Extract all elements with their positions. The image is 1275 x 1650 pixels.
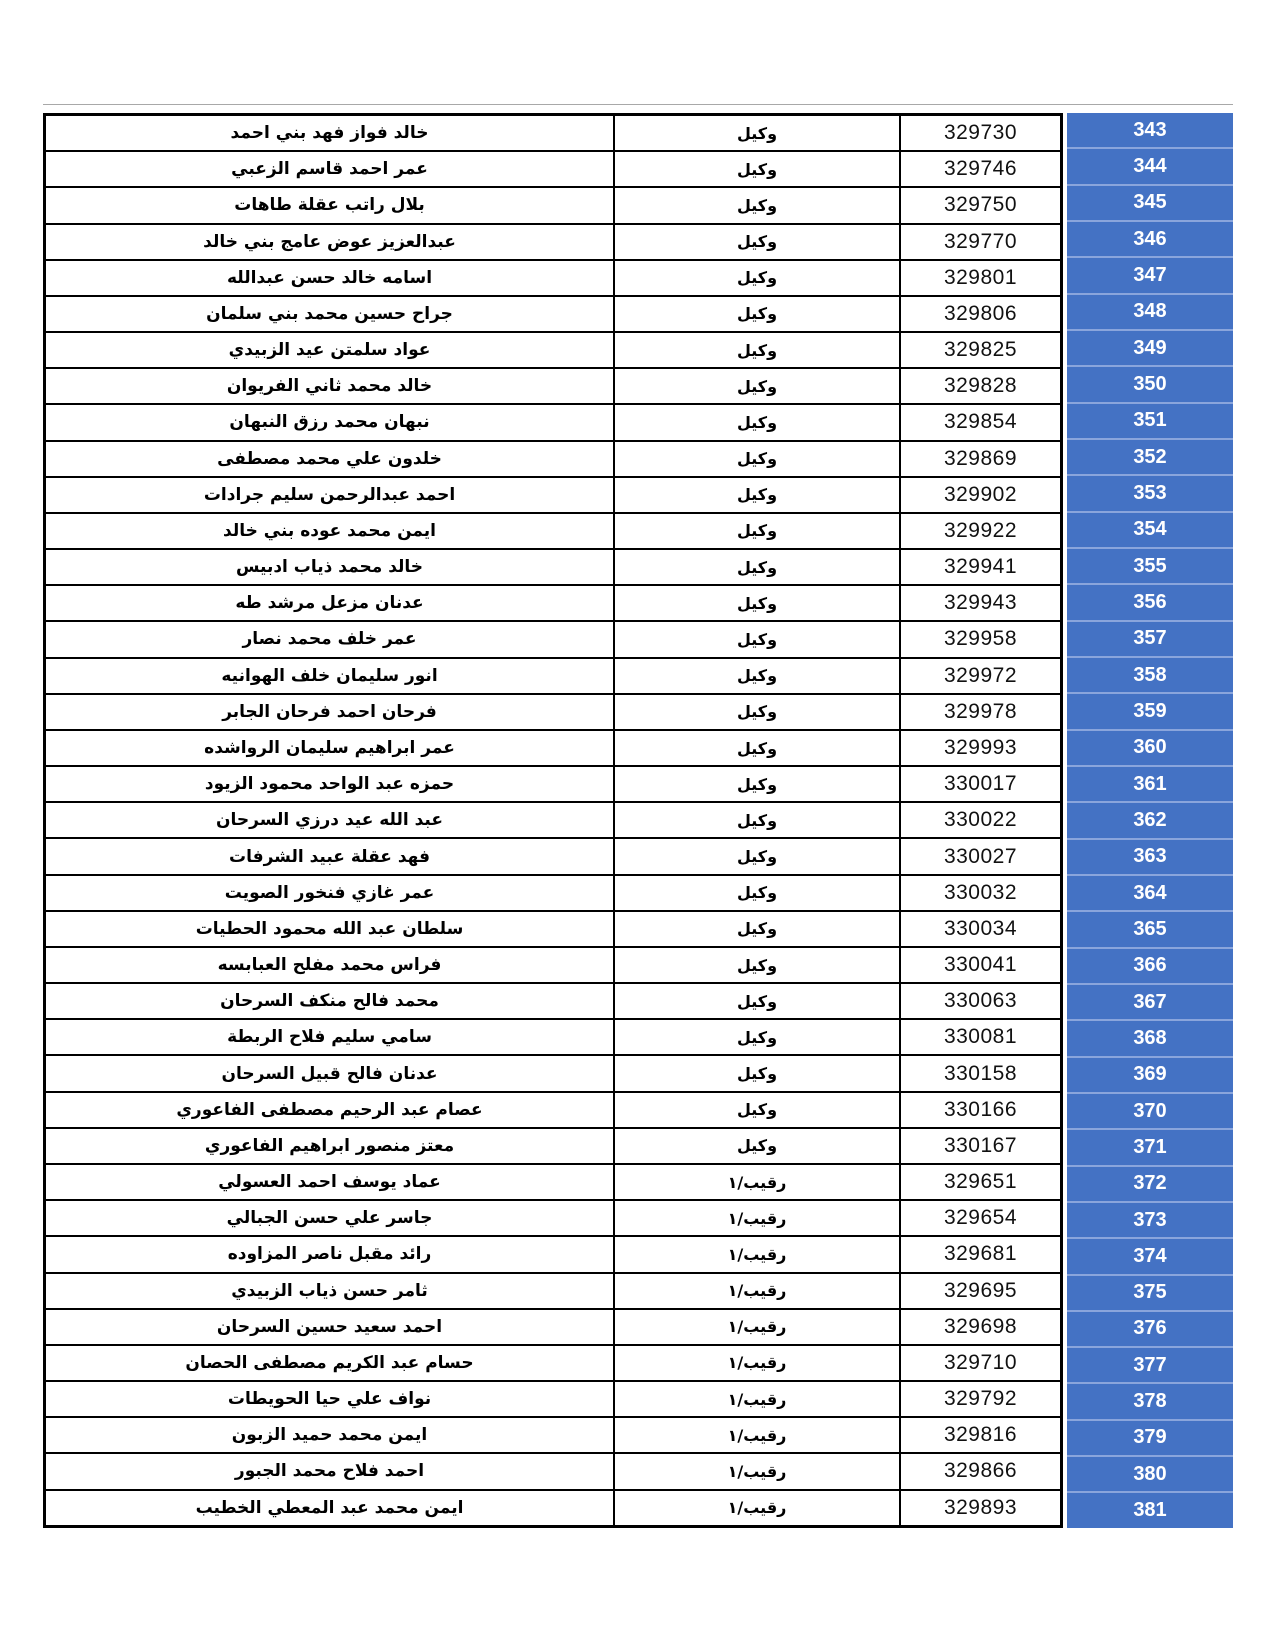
- table-row: [46, 1165, 1060, 1201]
- service-number-cell: 329750: [943, 193, 1018, 217]
- rank-cell: وكيل: [613, 478, 901, 512]
- service-number-cell: 330158: [943, 1061, 1018, 1085]
- table-row: [46, 405, 1060, 441]
- service-number-cell: 329978: [943, 699, 1018, 723]
- table-row: [46, 514, 1060, 550]
- service-number-cell: 329902: [943, 482, 1018, 506]
- table-top-rule: [43, 104, 1233, 105]
- sequence-number-cell: 345: [1067, 186, 1233, 222]
- rank-cell: رقيب/١: [613, 1418, 901, 1452]
- rank-cell: رقيب/١: [613, 1346, 901, 1380]
- member-name-cell: ايمن محمد حميد الزبون: [231, 1425, 428, 1446]
- table-row: [46, 948, 1060, 984]
- member-name-cell: ايمن محمد عوده بني خالد: [223, 520, 436, 541]
- rank-cell: وكيل: [613, 984, 901, 1018]
- member-name-cell: سلطان عبد الله محمود الحطيات: [195, 918, 464, 939]
- rank-cell: وكيل: [613, 731, 901, 765]
- table-row: [46, 1093, 1060, 1129]
- member-name-cell: عبد الله عيد درزي السرحان: [216, 810, 443, 831]
- sequence-number-cell: 375: [1067, 1276, 1233, 1312]
- sequence-number-cell: 369: [1067, 1058, 1233, 1094]
- service-number-cell: 330032: [943, 880, 1018, 904]
- member-name-cell: ايمن محمد عبد المعطي الخطيب: [195, 1497, 464, 1518]
- service-number-cell: 329698: [943, 1314, 1018, 1338]
- table-row: [46, 1201, 1060, 1237]
- table-row: [46, 261, 1060, 297]
- member-name-cell: اسامه خالد حسن عبدالله: [226, 267, 433, 288]
- table-row: [46, 1020, 1060, 1056]
- table-row: [46, 550, 1060, 586]
- sequence-number-cell: 376: [1067, 1312, 1233, 1348]
- member-name-cell: خالد محمد ثاني الفريوان: [226, 376, 433, 397]
- rank-cell: وكيل: [613, 225, 901, 259]
- service-number-cell: 330166: [943, 1097, 1018, 1121]
- sequence-number-cell: 362: [1067, 803, 1233, 839]
- rank-cell: وكيل: [613, 622, 901, 656]
- sequence-number-cell: 360: [1067, 731, 1233, 767]
- table-row: [46, 731, 1060, 767]
- sequence-number-cell: 348: [1067, 295, 1233, 331]
- member-name-cell: عواد سلمتن عيد الزبيدي: [228, 340, 431, 361]
- rank-cell: وكيل: [613, 405, 901, 439]
- member-name-cell: عدنان فالح قبيل السرحان: [221, 1063, 438, 1084]
- rank-cell: وكيل: [613, 550, 901, 584]
- table-row: [46, 1056, 1060, 1092]
- member-name-cell: احمد عبدالرحمن سليم جرادات: [203, 484, 456, 505]
- sequence-number-column: [1067, 113, 1233, 1528]
- table-row: [46, 333, 1060, 369]
- table-row: [46, 152, 1060, 188]
- sequence-number-cell: 356: [1067, 585, 1233, 621]
- rank-cell: وكيل: [613, 1056, 901, 1090]
- member-name-cell: رائد مقبل ناصر المزاوده: [227, 1244, 432, 1265]
- rank-cell: وكيل: [613, 333, 901, 367]
- table-row: [46, 876, 1060, 912]
- rank-cell: رقيب/١: [613, 1201, 901, 1235]
- sequence-number-cell: 358: [1067, 658, 1233, 694]
- member-name-cell: نبهان محمد رزق النبهان: [229, 412, 430, 433]
- rank-cell: وكيل: [613, 188, 901, 222]
- rank-cell: وكيل: [613, 369, 901, 403]
- member-name-cell: فهد عقلة عبيد الشرفات: [228, 846, 431, 867]
- sequence-number-cell: 354: [1067, 513, 1233, 549]
- sequence-number-cell: 363: [1067, 840, 1233, 876]
- rank-cell: رقيب/١: [613, 1237, 901, 1271]
- table-row: [46, 1346, 1060, 1382]
- sequence-number-cell: 359: [1067, 694, 1233, 730]
- service-number-cell: 329654: [943, 1206, 1018, 1230]
- personnel-roster-table: [43, 113, 1063, 1528]
- rank-cell: وكيل: [613, 1020, 901, 1054]
- sequence-number-cell: 347: [1067, 258, 1233, 294]
- member-name-cell: جاسر علي حسن الجبالي: [226, 1208, 433, 1229]
- member-name-cell: بلال راتب عقلة طاهات: [234, 195, 425, 216]
- sequence-number-cell: 352: [1067, 440, 1233, 476]
- service-number-cell: 329943: [943, 591, 1018, 615]
- table-row: [46, 1129, 1060, 1165]
- service-number-cell: 329825: [943, 338, 1018, 362]
- rank-cell: رقيب/١: [613, 1274, 901, 1308]
- table-row: [46, 478, 1060, 514]
- sequence-number-cell: 379: [1067, 1421, 1233, 1457]
- rank-cell: وكيل: [613, 442, 901, 476]
- member-name-cell: عمر احمد قاسم الزعبي: [231, 159, 428, 180]
- table-row: [46, 1274, 1060, 1310]
- service-number-cell: 329958: [943, 627, 1018, 651]
- member-name-cell: فرحان احمد فرحان الجابر: [222, 701, 437, 722]
- table-row: [46, 984, 1060, 1020]
- service-number-cell: 329866: [943, 1459, 1018, 1483]
- member-name-cell: حمزه عبد الواحد محمود الزيود: [204, 774, 455, 795]
- sequence-number-cell: 366: [1067, 949, 1233, 985]
- sequence-number-cell: 364: [1067, 876, 1233, 912]
- member-name-cell: عصام عبد الرحيم مصطفى الفاعوري: [176, 1099, 483, 1120]
- member-name-cell: خالد محمد ذياب ادبيس: [235, 557, 424, 578]
- sequence-number-cell: 355: [1067, 549, 1233, 585]
- service-number-cell: 330017: [943, 772, 1018, 796]
- member-name-cell: سامي سليم فلاح الربطة: [227, 1027, 432, 1048]
- sequence-number-cell: 367: [1067, 985, 1233, 1021]
- service-number-cell: 329806: [943, 301, 1018, 325]
- service-number-cell: 329710: [943, 1350, 1018, 1374]
- table-row: [46, 695, 1060, 731]
- member-name-cell: عمر غازي فنخور الصويت: [224, 882, 435, 903]
- service-number-cell: 330167: [943, 1133, 1018, 1157]
- service-number-cell: 329972: [943, 663, 1018, 687]
- rank-cell: وكيل: [613, 1129, 901, 1163]
- service-number-cell: 329792: [943, 1387, 1018, 1411]
- rank-cell: رقيب/١: [613, 1491, 901, 1525]
- rank-cell: وكيل: [613, 839, 901, 873]
- member-name-cell: عمر خلف محمد نصار: [242, 629, 417, 650]
- sequence-number-cell: 372: [1067, 1167, 1233, 1203]
- rank-cell: وكيل: [613, 695, 901, 729]
- member-name-cell: احمد فلاح محمد الجبور: [234, 1461, 425, 1482]
- service-number-cell: 330041: [943, 953, 1018, 977]
- rank-cell: وكيل: [613, 152, 901, 186]
- rank-cell: وكيل: [613, 948, 901, 982]
- sequence-number-cell: 365: [1067, 912, 1233, 948]
- sequence-number-cell: 351: [1067, 404, 1233, 440]
- table-row: [46, 1454, 1060, 1490]
- rank-cell: رقيب/١: [613, 1382, 901, 1416]
- member-name-cell: احمد سعيد حسين السرحان: [216, 1316, 443, 1337]
- service-number-cell: 329695: [943, 1278, 1018, 1302]
- member-name-cell: عمر ابراهيم سليمان الرواشده: [204, 738, 455, 758]
- rank-cell: وكيل: [613, 767, 901, 801]
- table-row: [46, 1491, 1060, 1525]
- sequence-number-cell: 350: [1067, 367, 1233, 403]
- table-row: [46, 188, 1060, 224]
- table-row: [46, 369, 1060, 405]
- service-number-cell: 329801: [943, 265, 1018, 289]
- service-number-cell: 329651: [943, 1170, 1018, 1194]
- service-number-cell: 329869: [943, 446, 1018, 470]
- service-number-cell: 330027: [943, 844, 1018, 868]
- rank-cell: وكيل: [613, 876, 901, 910]
- service-number-cell: 329854: [943, 410, 1018, 434]
- rank-cell: وكيل: [613, 261, 901, 295]
- service-number-cell: 329941: [943, 555, 1018, 579]
- service-number-cell: 329681: [943, 1242, 1018, 1266]
- rank-cell: وكيل: [613, 116, 901, 150]
- rank-cell: رقيب/١: [613, 1165, 901, 1199]
- sequence-number-cell: 349: [1067, 331, 1233, 367]
- member-name-cell: انور سليمان خلف الهوانيه: [221, 665, 438, 686]
- rank-cell: وكيل: [613, 659, 901, 693]
- service-number-cell: 329730: [943, 121, 1018, 145]
- service-number-cell: 329893: [943, 1495, 1018, 1519]
- table-row: [46, 1418, 1060, 1454]
- member-name-cell: عبدالعزيز عوض عامج بني خالد: [203, 231, 456, 252]
- sequence-number-cell: 361: [1067, 767, 1233, 803]
- rank-cell: رقيب/١: [613, 1454, 901, 1488]
- service-number-cell: 330063: [943, 989, 1018, 1013]
- member-name-cell: خلدون علي محمد مصطفى: [217, 448, 442, 469]
- sequence-number-cell: 346: [1067, 222, 1233, 258]
- sequence-number-cell: 368: [1067, 1021, 1233, 1057]
- sequence-number-cell: 370: [1067, 1094, 1233, 1130]
- service-number-cell: 329993: [943, 736, 1018, 759]
- sequence-number-cell: 344: [1067, 149, 1233, 185]
- member-name-cell: محمد فالح منكف السرحان: [220, 991, 439, 1012]
- table-row: [46, 839, 1060, 875]
- member-name-cell: نواف علي حيا الحويطات: [227, 1389, 432, 1410]
- sequence-number-cell: 353: [1067, 476, 1233, 512]
- table-row: [46, 116, 1060, 152]
- member-name-cell: عماد يوسف احمد العسولي: [218, 1172, 441, 1193]
- sequence-number-cell: 371: [1067, 1130, 1233, 1166]
- service-number-cell: 329816: [943, 1423, 1018, 1447]
- table-row: [46, 225, 1060, 261]
- sequence-number-cell: 373: [1067, 1203, 1233, 1239]
- member-name-cell: معتز منصور ابراهيم الفاعوري: [204, 1135, 455, 1156]
- member-name-cell: ثامر حسن ذياب الزبيدي: [231, 1280, 428, 1301]
- member-name-cell: عدنان مزعل مرشد طه: [235, 593, 424, 614]
- table-row: [46, 1382, 1060, 1418]
- sequence-number-cell: 378: [1067, 1384, 1233, 1420]
- service-number-cell: 330022: [943, 808, 1018, 832]
- table-row: [46, 659, 1060, 695]
- sequence-number-cell: 381: [1067, 1493, 1233, 1527]
- rank-cell: وكيل: [613, 912, 901, 946]
- rank-cell: وكيل: [613, 803, 901, 837]
- table-row: [46, 442, 1060, 478]
- sequence-number-cell: 357: [1067, 622, 1233, 658]
- table-row: [46, 1310, 1060, 1346]
- service-number-cell: 329922: [943, 518, 1018, 542]
- service-number-cell: 329770: [943, 229, 1018, 253]
- rank-cell: وكيل: [613, 1093, 901, 1127]
- rank-cell: وكيل: [613, 586, 901, 620]
- service-number-cell: 329746: [943, 157, 1018, 181]
- rank-cell: رقيب/١: [613, 1310, 901, 1344]
- service-number-cell: 330081: [943, 1025, 1018, 1049]
- member-name-cell: جراح حسين محمد بني سلمان: [206, 303, 453, 324]
- sequence-number-cell: 380: [1067, 1457, 1233, 1493]
- table-row: [46, 912, 1060, 948]
- sequence-number-cell: 343: [1067, 113, 1233, 149]
- table-row: [46, 1237, 1060, 1273]
- table-row: [46, 586, 1060, 622]
- table-row: [46, 622, 1060, 658]
- sequence-number-cell: 374: [1067, 1239, 1233, 1275]
- table-row: [46, 803, 1060, 839]
- service-number-cell: 330034: [943, 916, 1018, 940]
- member-name-cell: فراس محمد مفلح العبابسه: [217, 955, 442, 976]
- table-row: [46, 297, 1060, 333]
- member-name-cell: حسام عبد الكريم مصطفى الحصان: [185, 1352, 474, 1373]
- sequence-number-cell: 377: [1067, 1348, 1233, 1384]
- table-row: [46, 767, 1060, 803]
- service-number-cell: 329828: [943, 374, 1018, 398]
- member-name-cell: خالد فواز فهد بني احمد: [230, 123, 429, 144]
- rank-cell: وكيل: [613, 514, 901, 548]
- rank-cell: وكيل: [613, 297, 901, 331]
